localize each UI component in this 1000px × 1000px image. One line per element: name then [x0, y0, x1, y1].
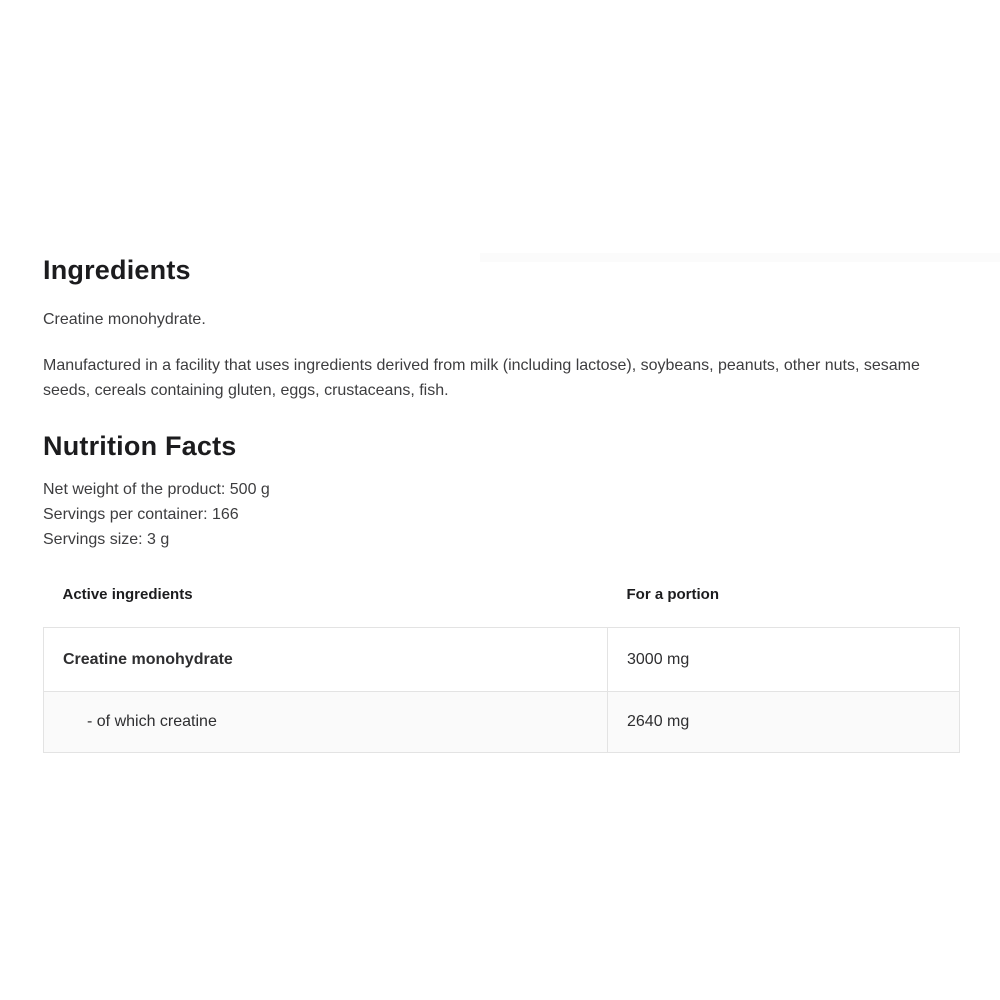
column-header-for-a-portion: For a portion — [626, 586, 719, 603]
serving-info-block — [43, 477, 960, 552]
ingredient-amount-cell: 3000 mg — [608, 628, 960, 692]
ingredient-name-cell: - of which creatine — [44, 692, 608, 753]
net-weight-line: Net weight of the product: 500 g — [43, 481, 270, 498]
column-header-active-ingredients: Active ingredients — [62, 586, 193, 603]
table-header-row — [44, 574, 960, 628]
allergen-info-text: Manufactured in a facility that uses ingredients derived from milk (including lactose), soybeans, peanuts, other nuts, sesame seeds, cereals containing gluten, eggs, crustaceans, fish. — [43, 357, 920, 399]
ingredient-amount-cell: 2640 mg — [608, 692, 960, 753]
active-ingredients-table — [43, 574, 960, 753]
servings-per-container-line: Servings per container: 166 — [43, 506, 239, 523]
table-row — [44, 692, 960, 753]
ingredients-section-title: Ingredients — [43, 255, 191, 285]
serving-size-line: Servings size: 3 g — [43, 531, 170, 548]
nutrition-facts-section-title: Nutrition Facts — [43, 431, 237, 461]
ingredient-name-cell: Creatine monohydrate — [44, 628, 608, 692]
table-row — [44, 628, 960, 692]
section-divider — [480, 253, 1000, 262]
ingredients-composition-text: Creatine monohydrate. — [43, 311, 206, 328]
